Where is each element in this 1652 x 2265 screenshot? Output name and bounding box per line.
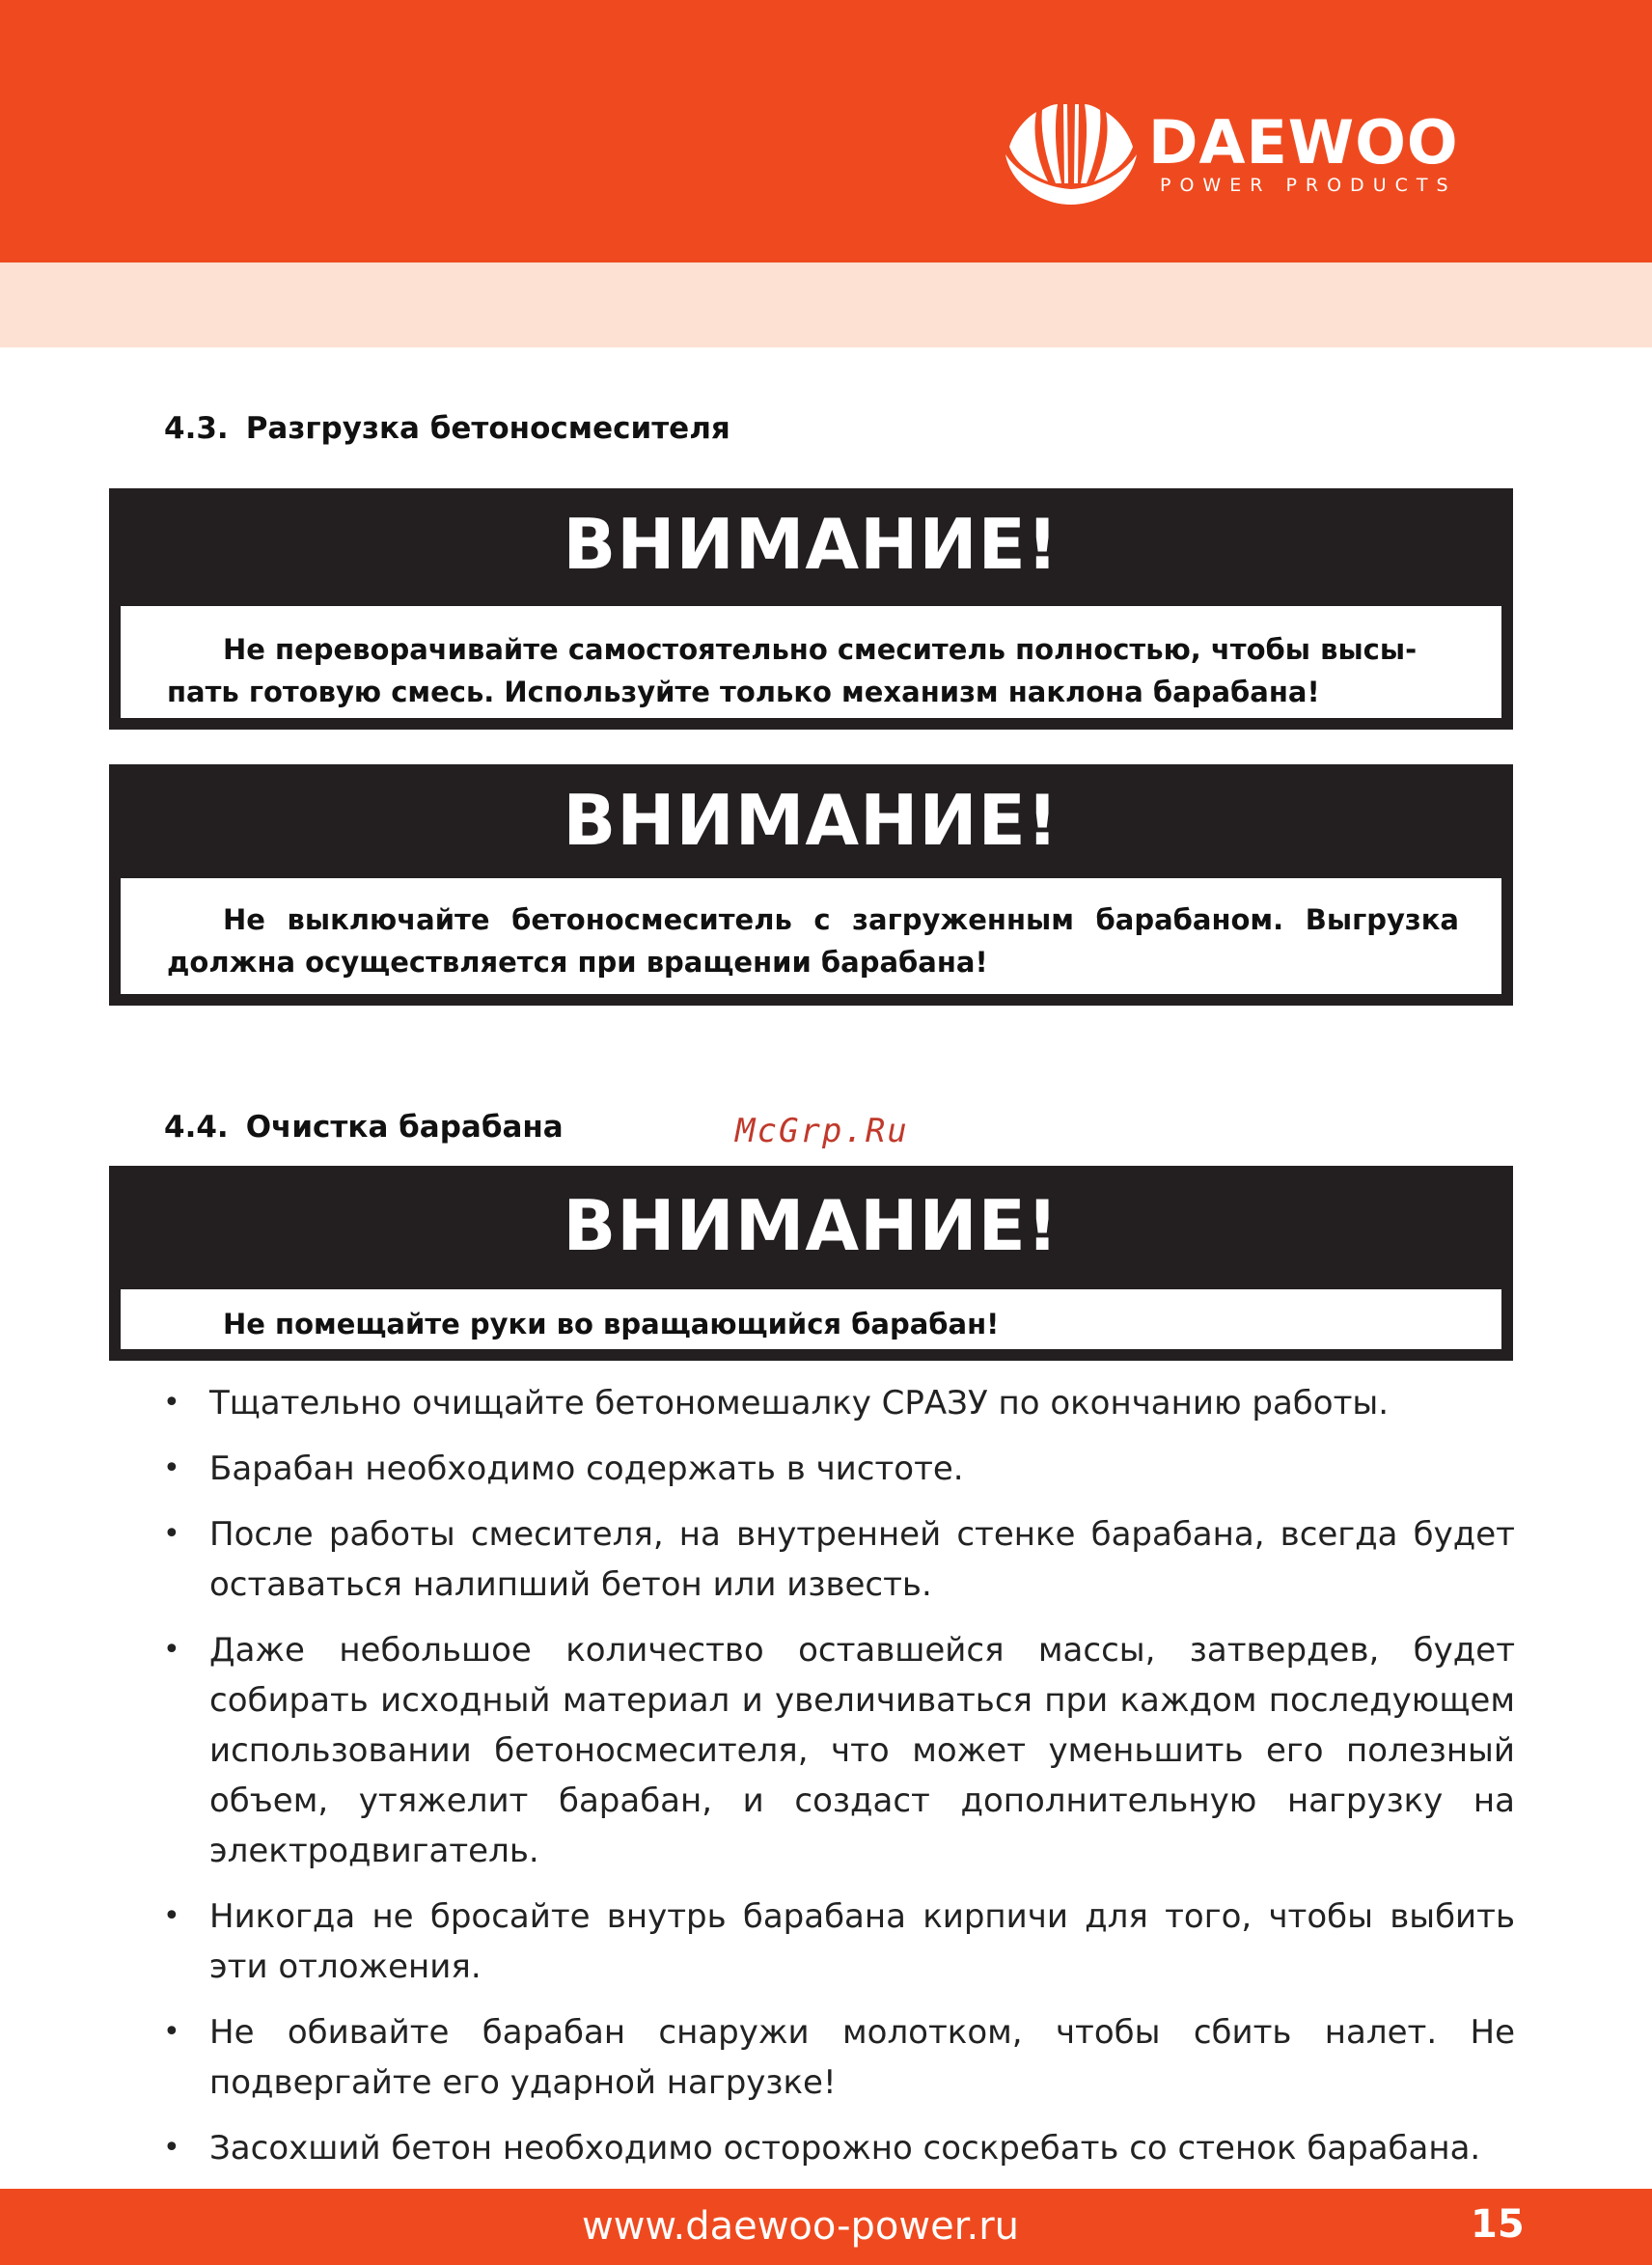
logo-tagline: POWER PRODUCTS xyxy=(1160,175,1457,196)
section-number: 4.3. xyxy=(164,411,229,446)
warning-line: Не переворачивайте самостоятельно смеситель полностью, чтобы высы- xyxy=(223,633,1418,666)
section-title: Очистка барабана xyxy=(245,1110,564,1145)
header-subband xyxy=(0,262,1652,347)
list-item xyxy=(159,1625,1515,1876)
list-item xyxy=(159,1509,1515,1610)
website-link[interactable]: www.daewoo-power.ru xyxy=(582,2204,1020,2249)
list-item-text: Засохший бетон необходимо осторожно соскребать со стенок барабана. xyxy=(209,2129,1481,2168)
warning-text xyxy=(121,606,1501,718)
warning-line: пать готовую смесь. Используйте только механизм наклона барабана! xyxy=(167,676,1320,708)
list-item-text: Барабан необходимо содержать в чистоте. xyxy=(209,1450,964,1488)
warning-box-3 xyxy=(109,1166,1513,1361)
warning-title: ВНИМАНИЕ! xyxy=(563,1185,1060,1266)
bullet-icon: • xyxy=(163,1633,180,1667)
warning-line: должна осуществляется при вращении барабана! xyxy=(167,946,988,979)
list-item xyxy=(159,1378,1515,1428)
warning-title: ВНИМАНИЕ! xyxy=(563,780,1060,861)
list-item-text: Даже небольшое количество оставшейся массы, затвердев, будет собирать исходный материал и увеличиваться при каждом последующем использовании бетоносмесителя, что может уменьшить его полезный объем, утяжелит барабан, и создаст дополнительную нагрузку на электродвигатель. xyxy=(209,1631,1515,1870)
logo-wordmark: DAEWOO xyxy=(1148,107,1459,178)
warning-line: Не выключайте бетоносмеситель с загруженным барабаном. Выгрузка xyxy=(223,903,1459,936)
daewoo-fan-icon xyxy=(1004,104,1139,207)
watermark-text: McGrp.Ru xyxy=(735,1112,909,1150)
cleaning-instructions-list xyxy=(159,1378,1515,2189)
list-item xyxy=(159,2123,1515,2173)
section-title: Разгрузка бетоносмесителя xyxy=(245,411,730,446)
list-item-text: После работы смесителя, на внутренней стенке барабана, всегда будет оставаться налипший бетон или известь. xyxy=(209,1515,1515,1604)
warning-text xyxy=(121,1289,1501,1349)
bullet-icon: • xyxy=(163,2131,180,2165)
bullet-icon: • xyxy=(163,2015,180,2049)
bullet-icon: • xyxy=(163,1451,180,1485)
list-item xyxy=(159,1892,1515,1992)
section-heading-4-4 xyxy=(164,1108,564,1146)
list-item xyxy=(159,1444,1515,1494)
page-number: 15 xyxy=(1471,2202,1525,2247)
warning-box-1 xyxy=(109,488,1513,730)
daewoo-logo xyxy=(1004,104,1486,210)
warning-title: ВНИМАНИЕ! xyxy=(563,504,1060,585)
list-item-text: Тщательно очищайте бетономешалку СРАЗУ по окончанию работы. xyxy=(209,1384,1390,1423)
warning-box-2 xyxy=(109,764,1513,1006)
list-item-text: Не обивайте барабан снаружи молотком, чтобы сбить налет. Не подвергайте его ударной нагрузке! xyxy=(209,2013,1515,2102)
section-number: 4.4. xyxy=(164,1110,229,1145)
bullet-icon: • xyxy=(163,1386,180,1420)
warning-line: Не помещайте руки во вращающийся барабан! xyxy=(223,1308,1000,1340)
bullet-icon: • xyxy=(163,1899,180,1933)
section-heading-4-3 xyxy=(164,409,730,448)
bullet-icon: • xyxy=(163,1517,180,1551)
header-band xyxy=(0,0,1652,262)
footer-band xyxy=(0,2189,1652,2265)
list-item xyxy=(159,2007,1515,2108)
warning-text xyxy=(121,878,1501,994)
list-item-text: Никогда не бросайте внутрь барабана кирпичи для того, чтобы выбить эти отложения. xyxy=(209,1897,1515,1986)
